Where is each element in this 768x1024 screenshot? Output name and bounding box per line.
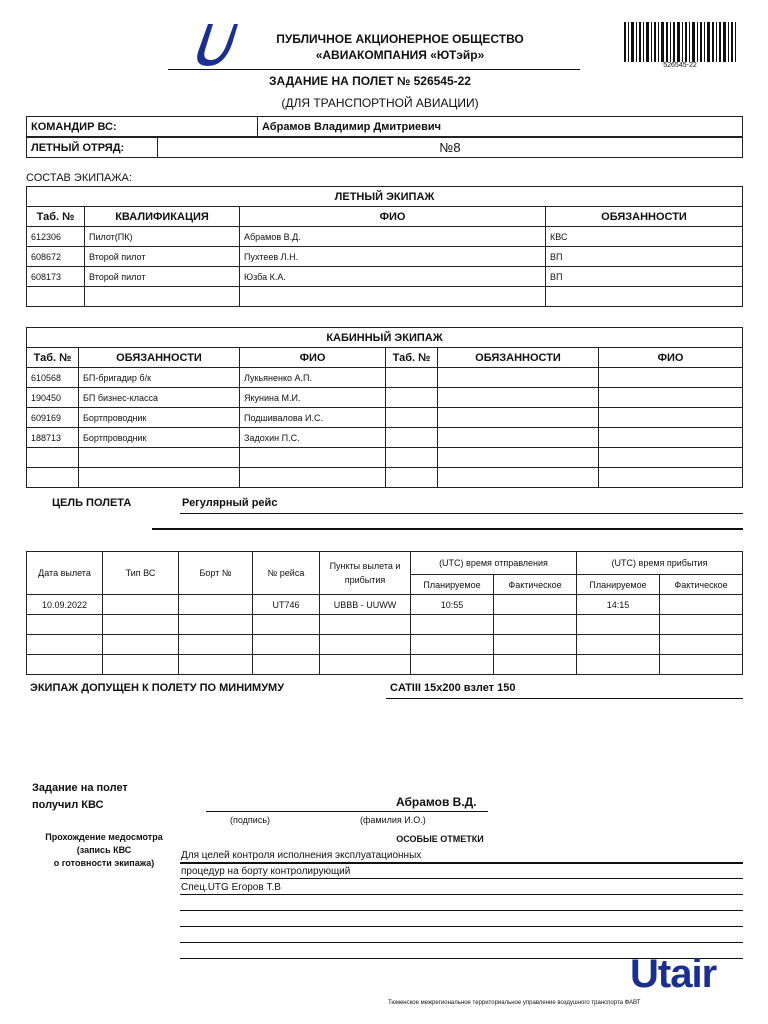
flight-col-duty: ОБЯЗАННОСТИ	[546, 207, 743, 227]
purpose-value: Регулярный рейс	[182, 497, 278, 509]
cell	[411, 615, 494, 635]
table-row	[27, 428, 743, 448]
table-row	[27, 287, 743, 307]
crew-label: СОСТАВ ЭКИПАЖА:	[26, 172, 132, 184]
table-row	[27, 635, 743, 655]
flights-sub-planned-arr: Планируемое	[577, 575, 660, 595]
medical-line1: Прохождение медосмотра	[45, 832, 163, 842]
cell	[79, 448, 240, 468]
footer-caption: Тюменское межрегиональное территориальное управление воздушного транспорта ФАВТ	[388, 1000, 641, 1006]
cell: Якунина М.И.	[240, 388, 386, 408]
notes-line-3: Спец.UTG Егоров Т.В	[181, 882, 281, 893]
cell	[660, 615, 743, 635]
squad-value: №8	[158, 138, 743, 158]
cell: UT746	[253, 595, 320, 615]
cell: 610568	[27, 368, 79, 388]
cell	[599, 408, 743, 428]
flight-crew-title: ЛЕТНЫЙ ЭКИПАЖ	[27, 187, 743, 207]
flights-sub-actual-arr: Фактическое	[660, 575, 743, 595]
cell	[660, 655, 743, 675]
cell	[411, 635, 494, 655]
table-row	[27, 468, 743, 488]
notes-line-1: Для целей контроля исполнения эксплуатационных	[181, 850, 422, 861]
cell	[494, 635, 577, 655]
cell	[438, 468, 599, 488]
cell: Подшивалова И.С.	[240, 408, 386, 428]
cell	[438, 368, 599, 388]
cell: Пухтеев Л.Н.	[240, 247, 546, 267]
receipt-name: Абрамов В.Д.	[396, 795, 477, 809]
commander-label: КОМАНДИР ВС:	[27, 117, 258, 137]
medical-line2: (запись КВС	[76, 845, 132, 855]
medical-line3: о готовности экипажа)	[53, 858, 155, 868]
table-row	[27, 227, 743, 247]
cell	[240, 287, 546, 307]
flight-col-qual: КВАЛИФИКАЦИЯ	[85, 207, 240, 227]
notes-line-2: процедур на борту контролирующий	[181, 866, 351, 877]
cell	[27, 468, 79, 488]
table-row	[27, 267, 743, 287]
cabin-crew-table	[26, 327, 743, 488]
cell	[27, 635, 103, 655]
cell: 10.09.2022	[27, 595, 103, 615]
minimum-label: ЭКИПАЖ ДОПУЩЕН К ПОЛЕТУ ПО МИНИМУМУ	[30, 682, 285, 694]
cell	[546, 287, 743, 307]
cell	[438, 388, 599, 408]
barcode-number: 526545-22	[663, 62, 697, 69]
cell: ВП	[546, 267, 743, 287]
commander-value: Абрамов Владимир Дмитриевич	[258, 117, 743, 137]
table-row	[27, 247, 743, 267]
flights-sub-actual-dep: Фактическое	[494, 575, 577, 595]
cell	[599, 468, 743, 488]
document-title: ЗАДАНИЕ НА ПОЛЕТ № 526545-22	[269, 74, 471, 88]
cabin-col-duty-2: ОБЯЗАННОСТИ	[438, 348, 599, 368]
cell: 608672	[27, 247, 85, 267]
cell	[438, 448, 599, 468]
cell: 14:15	[577, 595, 660, 615]
cell	[27, 615, 103, 635]
cell: Пилот(ПК)	[85, 227, 240, 247]
cell: 608173	[27, 267, 85, 287]
cell	[386, 408, 438, 428]
company-name-line1: ПУБЛИЧНОЕ АКЦИОНЕРНОЕ ОБЩЕСТВО	[276, 32, 524, 46]
flights-col-number: № рейса	[253, 552, 320, 595]
flights-col-board: Борт №	[179, 552, 253, 595]
cell	[27, 287, 85, 307]
cabin-crew-title: КАБИННЫЙ ЭКИПАЖ	[27, 328, 743, 348]
cell	[253, 615, 320, 635]
cell	[27, 655, 103, 675]
cell	[438, 428, 599, 448]
cabin-col-name-2: ФИО	[599, 348, 743, 368]
cell	[386, 388, 438, 408]
cell	[253, 655, 320, 675]
cell	[599, 388, 743, 408]
cell	[577, 655, 660, 675]
cell	[253, 635, 320, 655]
cell: Второй пилот	[85, 267, 240, 287]
signature-caption: (подпись)	[230, 815, 271, 825]
squad-label: ЛЕТНЫЙ ОТРЯД:	[27, 138, 158, 158]
cell	[577, 615, 660, 635]
cell	[103, 615, 179, 635]
cell	[179, 635, 253, 655]
cell	[240, 448, 386, 468]
cell	[660, 635, 743, 655]
cell	[494, 655, 577, 675]
purpose-label: ЦЕЛЬ ПОЛЕТА	[52, 497, 132, 509]
cabin-col-duty: ОБЯЗАННОСТИ	[79, 348, 240, 368]
cell	[320, 635, 411, 655]
barcode	[624, 22, 736, 62]
cell	[577, 635, 660, 655]
cabin-col-tab-2: Таб. №	[386, 348, 438, 368]
cell: 609169	[27, 408, 79, 428]
commander-table	[26, 116, 743, 137]
cell	[386, 468, 438, 488]
receipt-label-line2: получил КВС	[32, 799, 104, 811]
cell: Бортпроводник	[79, 408, 240, 428]
cell	[494, 615, 577, 635]
company-name-line2: «АВИАКОМПАНИЯ «ЮТэйр»	[315, 48, 485, 62]
flights-col-departure: (UTC) время отправления	[411, 552, 577, 575]
squad-table	[26, 137, 743, 158]
cell	[599, 448, 743, 468]
cell: 190450	[27, 388, 79, 408]
flights-col-arrival: (UTC) время прибытия	[577, 552, 743, 575]
table-row	[27, 448, 743, 468]
cell	[103, 595, 179, 615]
cell: Абрамов В.Д.	[240, 227, 546, 247]
cell	[660, 595, 743, 615]
cell: Задохин П.С.	[240, 428, 386, 448]
cell	[27, 448, 79, 468]
document-subtitle: (ДЛЯ ТРАНСПОРТНОЙ АВИАЦИИ)	[281, 96, 479, 110]
table-row	[27, 595, 743, 615]
flight-col-name: ФИО	[240, 207, 546, 227]
cell: ВП	[546, 247, 743, 267]
cell	[599, 368, 743, 388]
table-row	[27, 388, 743, 408]
flights-table	[26, 551, 743, 675]
flights-col-date: Дата вылета	[27, 552, 103, 595]
cell: БП бизнес-класса	[79, 388, 240, 408]
minimum-value: CATIII 15x200 взлет 150	[390, 682, 516, 694]
cell	[386, 428, 438, 448]
cell: Лукьяненко А.П.	[240, 368, 386, 388]
cell: 612306	[27, 227, 85, 247]
cell: КВС	[546, 227, 743, 247]
cell	[386, 368, 438, 388]
flight-crew-table	[26, 186, 743, 307]
table-row	[27, 368, 743, 388]
cell	[320, 615, 411, 635]
cell	[411, 655, 494, 675]
table-row	[27, 615, 743, 635]
notes-title: ОСОБЫЕ ОТМЕТКИ	[396, 834, 484, 844]
cell: UBBB - UUWW	[320, 595, 411, 615]
flights-col-type: Тип ВС	[103, 552, 179, 595]
table-row	[27, 408, 743, 428]
cell	[179, 655, 253, 675]
flights-sub-planned-dep: Планируемое	[411, 575, 494, 595]
cell	[85, 287, 240, 307]
cell	[438, 408, 599, 428]
flights-col-points: Пункты вылета и прибытия	[320, 552, 411, 595]
cabin-col-tab: Таб. №	[27, 348, 79, 368]
receipt-label-line1: Задание на полет	[32, 782, 128, 794]
cell	[240, 468, 386, 488]
cell	[179, 595, 253, 615]
cell	[386, 448, 438, 468]
cell	[494, 595, 577, 615]
cell	[103, 655, 179, 675]
cell	[79, 468, 240, 488]
cell	[599, 428, 743, 448]
cell	[320, 655, 411, 675]
table-row	[27, 655, 743, 675]
surname-caption: (фамилия И.О.)	[360, 815, 426, 825]
cell: Второй пилот	[85, 247, 240, 267]
cell	[179, 615, 253, 635]
flight-col-tab: Таб. №	[27, 207, 85, 227]
utair-u-logo	[184, 22, 244, 70]
cell: 188713	[27, 428, 79, 448]
cell	[103, 635, 179, 655]
cell: 10:55	[411, 595, 494, 615]
utair-logo: Utair	[630, 952, 717, 996]
cell: БП-бригадир б/к	[79, 368, 240, 388]
cell: Юзба К.А.	[240, 267, 546, 287]
cabin-col-name: ФИО	[240, 348, 386, 368]
cell: Бортпроводник	[79, 428, 240, 448]
